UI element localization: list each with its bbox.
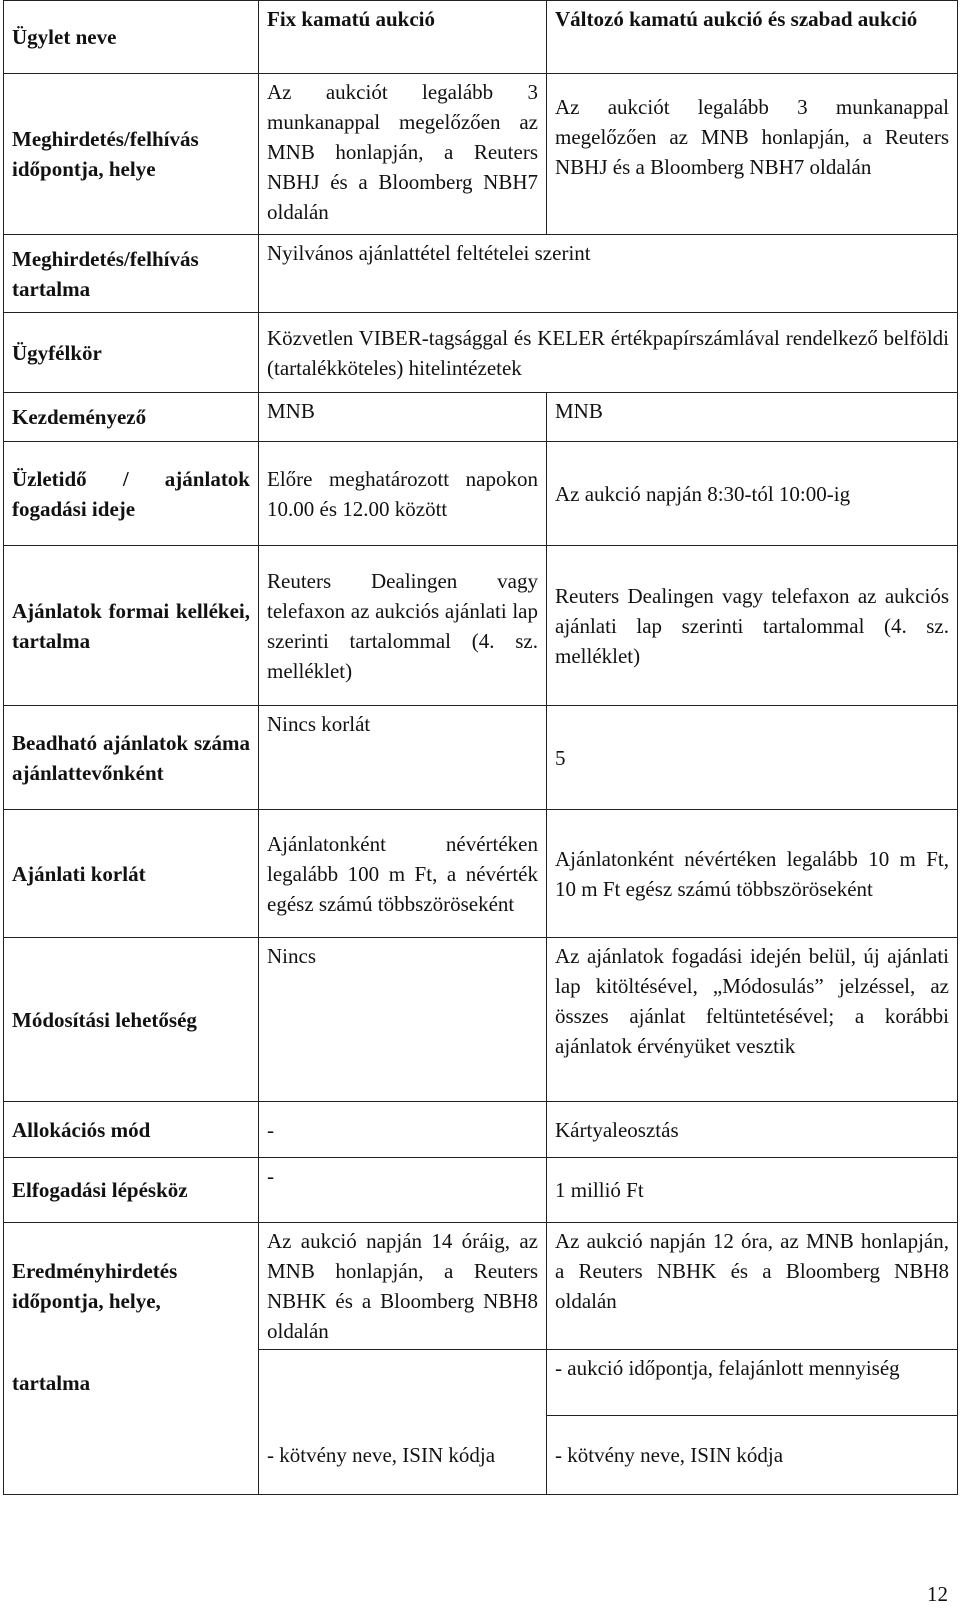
fixed-cell: - (259, 1102, 547, 1158)
variable-cell: - kötvény neve, ISIN kódja (547, 1416, 958, 1495)
auction-comparison-table (3, 0, 958, 1495)
row-label: Ajánlati korlát (4, 810, 259, 938)
row-label: tartalma (4, 1350, 259, 1416)
table-row (4, 1223, 958, 1350)
row-label: Ajánlatok formai kellékei, tartalma (4, 546, 259, 706)
table-row (4, 1158, 958, 1223)
variable-cell: Az aukció napján 8:30-tól 10:00-ig (547, 442, 958, 546)
table-row (4, 1350, 958, 1416)
fixed-cell: Előre meghatározott napokon 10.00 és 12.00 között (259, 442, 547, 546)
variable-cell: 5 (547, 706, 958, 810)
header-deal-name: Ügylet neve (4, 1, 259, 74)
variable-cell: Az ajánlatok fogadási idején belül, új ajánlati lap kitöltésével, „Módosulás” jelzéssel, az összes ajánlat feltüntetésével; a korábbi ajánlatok érvényüket vesztik (547, 938, 958, 1102)
variable-cell: Az aukció napján 12 óra, az MNB honlapján, a Reuters NBHK és a Bloomberg NBH8 oldalán (547, 1223, 958, 1350)
row-label: Üzletidő / ajánlatok fogadási ideje (4, 442, 259, 546)
row-label: Módosítási lehetőség (4, 938, 259, 1102)
table-row (4, 74, 958, 235)
table-row (4, 442, 958, 546)
header-variable-rate: Változó kamatú aukció és szabad aukció (547, 1, 958, 74)
row-label: Meghirdetés/felhívás tartalma (4, 235, 259, 313)
row-label: Beadható ajánlatok száma ajánlattevőnként (4, 706, 259, 810)
table-row (4, 1102, 958, 1158)
variable-cell: Ajánlatonként névértéken legalább 10 m Ft, 10 m Ft egész számú többszöröseként (547, 810, 958, 938)
table-row (4, 235, 958, 313)
table-row (4, 313, 958, 393)
row-label: Allokációs mód (4, 1102, 259, 1158)
row-label: Meghirdetés/felhívás időpontja, helye (4, 74, 259, 235)
merged-cell: Közvetlen VIBER-tagsággal és KELER értékpapírszámlával rendelkező belföldi (tartalékköteles) hitelintézetek (259, 313, 958, 393)
table-row (4, 393, 958, 442)
row-label (4, 1416, 259, 1495)
table-header-row (4, 1, 958, 74)
fixed-cell: - kötvény neve, ISIN kódja (259, 1416, 547, 1495)
row-label: Kezdeményező (4, 393, 259, 442)
variable-cell: Az aukciót legalább 3 munkanappal megelőzően az MNB honlapján, a Reuters NBHJ és a Bloomberg NBH7 oldalán (547, 74, 958, 235)
variable-cell: - aukció időpontja, felajánlott mennyiség (547, 1350, 958, 1416)
table-row (4, 546, 958, 706)
header-fixed-rate: Fix kamatú aukció (259, 1, 547, 74)
variable-cell: Reuters Dealingen vagy telefaxon az aukciós ajánlati lap szerinti tartalommal (4. sz. melléklet) (547, 546, 958, 706)
row-label: Elfogadási lépésköz (4, 1158, 259, 1223)
variable-cell: MNB (547, 393, 958, 442)
fixed-cell: - (259, 1158, 547, 1223)
table-row (4, 938, 958, 1102)
fixed-cell: Nincs (259, 938, 547, 1102)
fixed-cell (259, 1350, 547, 1416)
fixed-cell: MNB (259, 393, 547, 442)
row-label: Ügyfélkör (4, 313, 259, 393)
table-row (4, 706, 958, 810)
table-row (4, 810, 958, 938)
merged-cell: Nyilvános ajánlattétel feltételei szerint (259, 235, 958, 313)
variable-cell: 1 millió Ft (547, 1158, 958, 1223)
fixed-cell: Az aukció napján 14 óráig, az MNB honlapján, a Reuters NBHK és a Bloomberg NBH8 oldalán (259, 1223, 547, 1350)
variable-cell: Kártyaleosztás (547, 1102, 958, 1158)
page-number: 12 (927, 1582, 948, 1606)
fixed-cell: Az aukciót legalább 3 munkanappal megelőzően az MNB honlapján, a Reuters NBHJ és a Bloomberg NBH7 oldalán (259, 74, 547, 235)
fixed-cell: Nincs korlát (259, 706, 547, 810)
row-label: Eredményhirdetés időpontja, helye, (4, 1223, 259, 1350)
fixed-cell: Reuters Dealingen vagy telefaxon az aukciós ajánlati lap szerinti tartalommal (4. sz. melléklet) (259, 546, 547, 706)
table-row (4, 1416, 958, 1495)
fixed-cell: Ajánlatonként névértéken legalább 100 m Ft, a névérték egész számú többszöröseként (259, 810, 547, 938)
